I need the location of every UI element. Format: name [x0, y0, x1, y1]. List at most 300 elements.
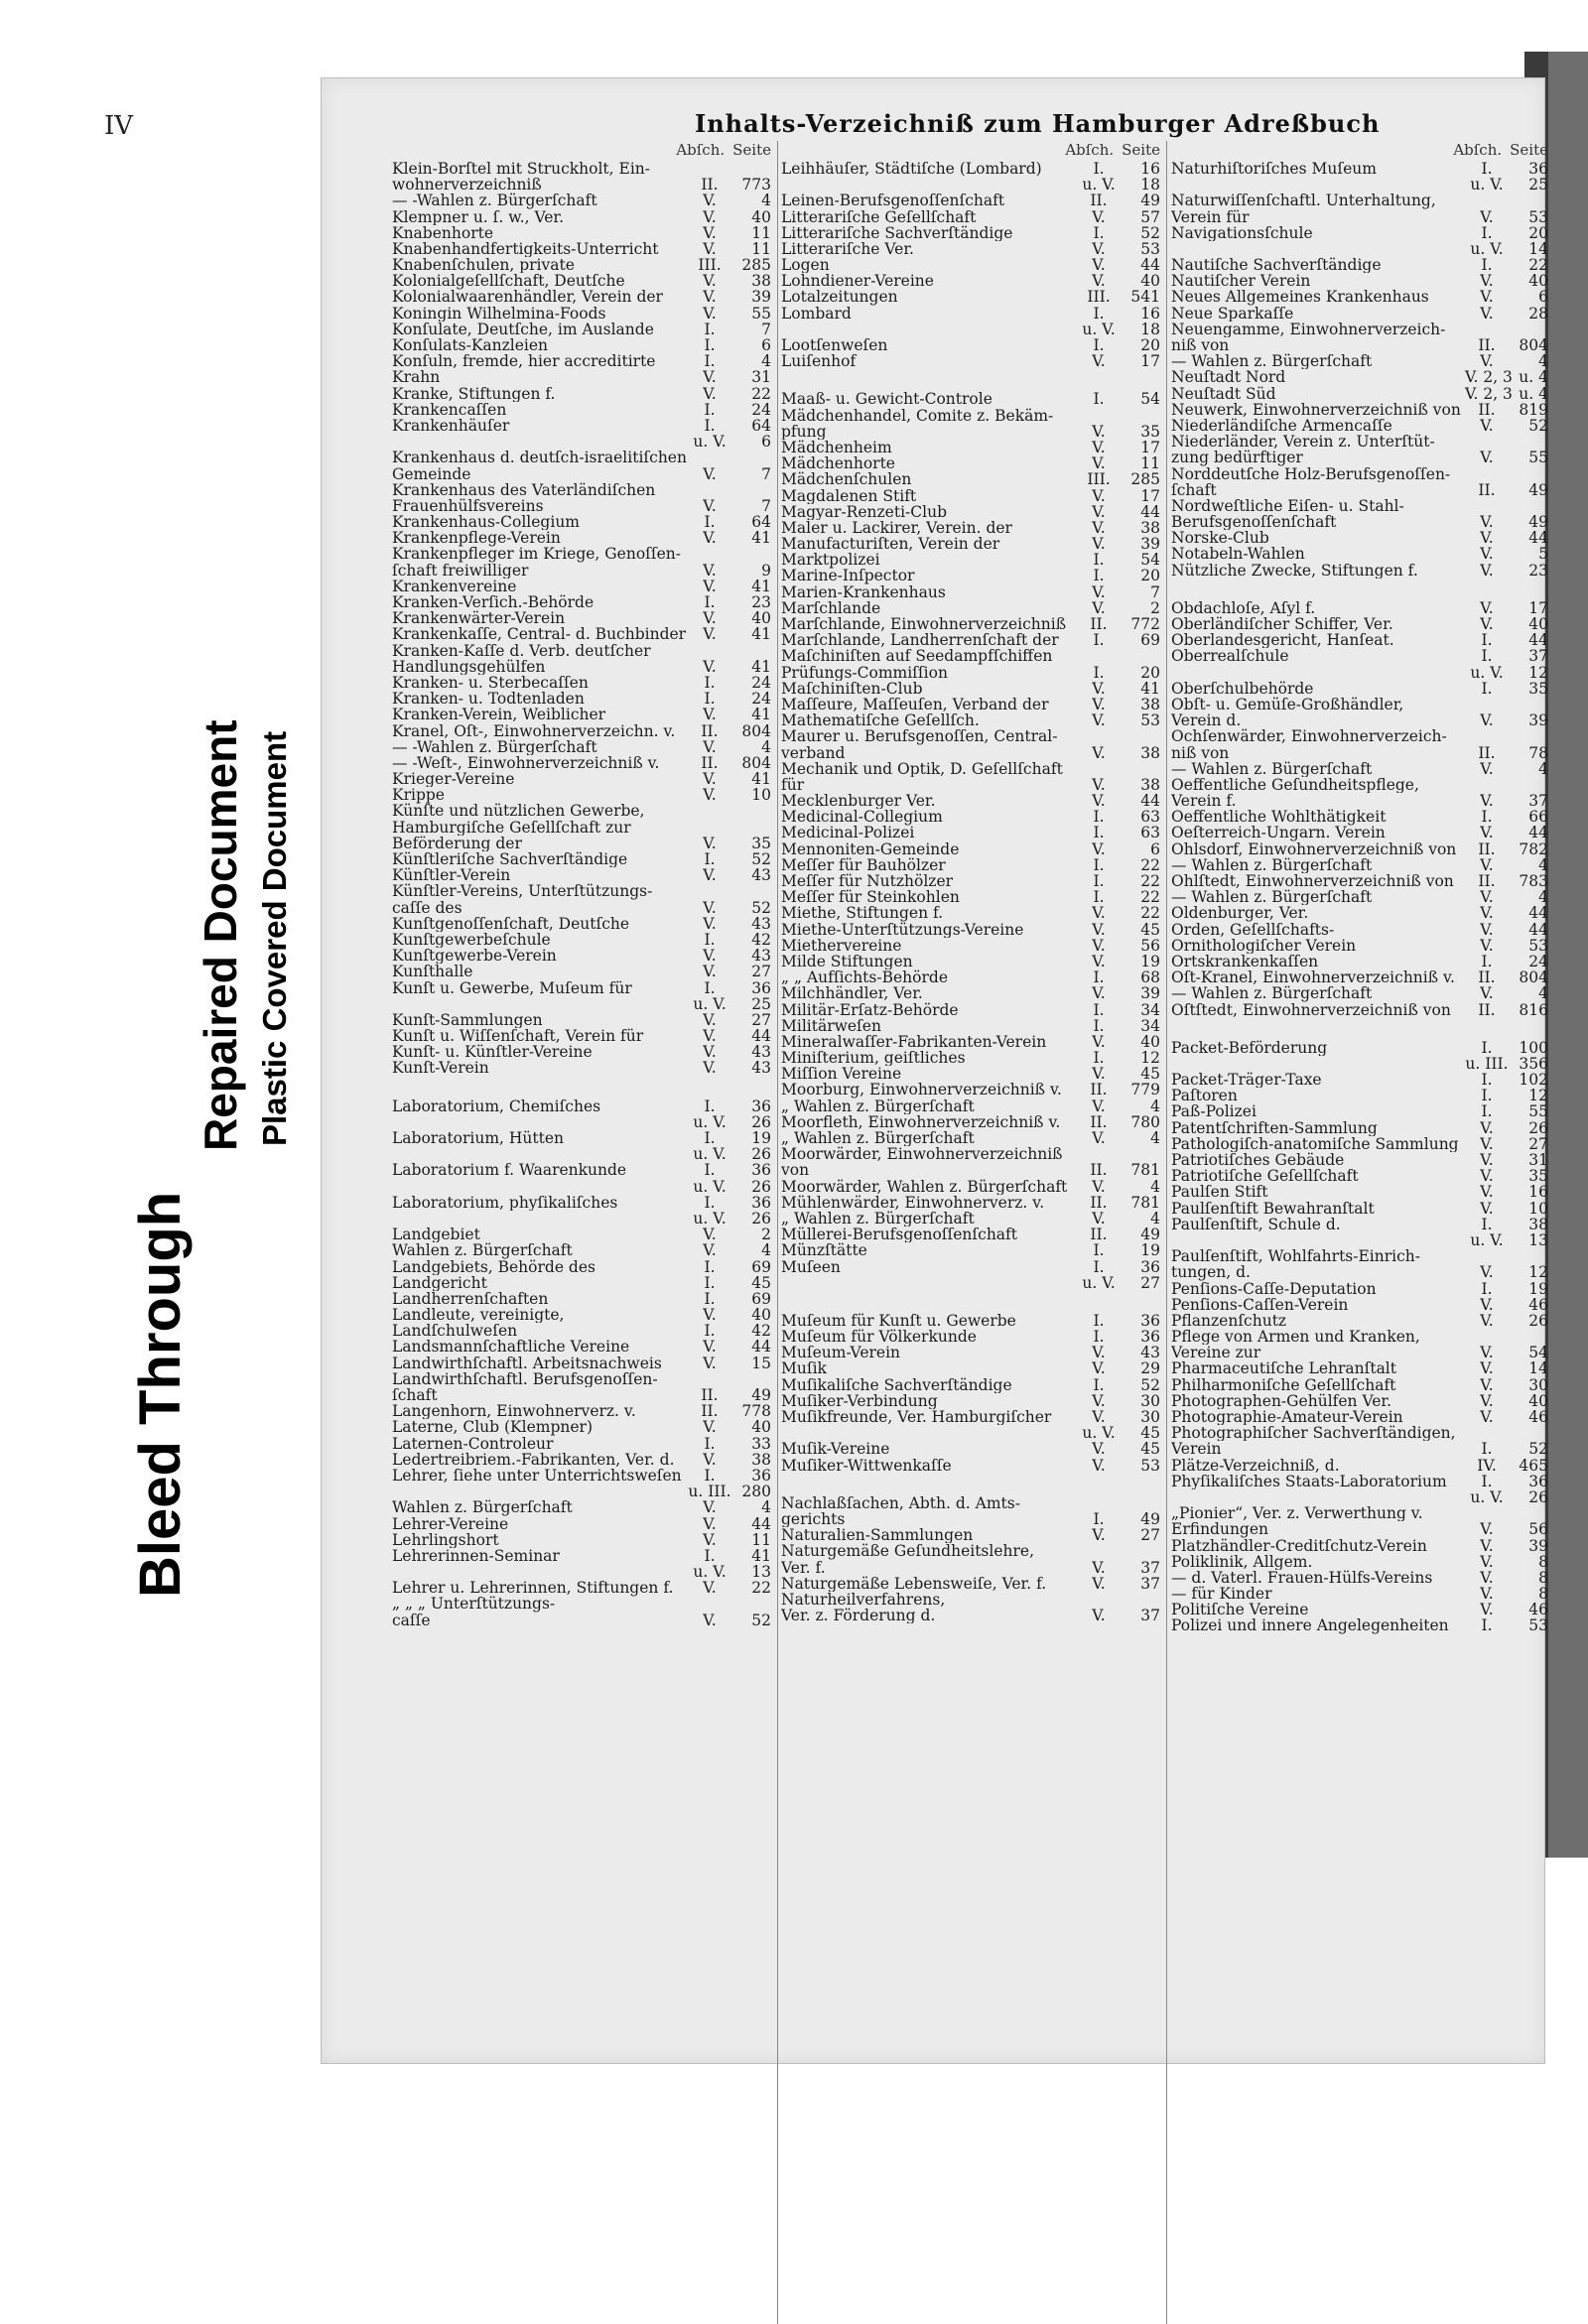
- entry-section: V.: [1092, 1097, 1106, 1115]
- entry-page: 285: [741, 256, 771, 275]
- entry-section: I.: [1481, 1102, 1493, 1121]
- index-entry: [1171, 1104, 1548, 1120]
- entry-page: 16: [1528, 1183, 1548, 1202]
- entry-page: 27: [751, 1010, 771, 1029]
- entry-page: 39: [1528, 711, 1548, 730]
- entry-page: 44: [1528, 631, 1548, 650]
- entry-title: Neues Allgemeines Krankenhaus: [1171, 289, 1429, 306]
- entry-page: 27: [751, 963, 771, 981]
- column-header-page: Seite: [732, 141, 771, 159]
- index-entry: [392, 739, 771, 755]
- index-entry: [392, 1356, 771, 1371]
- entry-page: 17: [1140, 486, 1160, 505]
- entry-page: 41: [751, 577, 771, 595]
- entry-page: 23: [751, 593, 771, 612]
- entry-page: 20: [1528, 223, 1548, 242]
- entry-section: I.: [1093, 336, 1105, 355]
- index-entry: [1171, 938, 1548, 954]
- entry-title: Meſſer für Nutzhölzer: [781, 873, 954, 890]
- entry-section: V.: [1480, 1344, 1494, 1362]
- entry-title: Patriotiſche Geſellſchaft: [1171, 1168, 1359, 1185]
- entry-title: verband: [781, 744, 846, 761]
- entry-section: u. V.: [1082, 1273, 1116, 1292]
- index-entry: [392, 306, 771, 322]
- entry-title: Miethervereine: [781, 937, 902, 954]
- index-entry: [781, 905, 1160, 921]
- entry-title: Miethe-Unterſtützungs-Vereine: [781, 921, 1024, 938]
- index-column-2: [781, 141, 1160, 1623]
- entry-section: V.: [1480, 1183, 1494, 1202]
- entry-section: V.: [1092, 1408, 1106, 1427]
- index-entry: [392, 804, 771, 820]
- entry-page: 27: [1528, 1134, 1548, 1153]
- index-entry: [1171, 873, 1548, 889]
- index-entry: [392, 643, 771, 659]
- entry-title: Neuſtadt Süd: [1171, 385, 1276, 402]
- index-entry: [781, 1050, 1160, 1066]
- entry-section: V.: [703, 464, 717, 483]
- index-entry: [392, 1242, 771, 1258]
- index-entry: [392, 563, 771, 579]
- index-entry: [781, 826, 1160, 841]
- entry-section: III.: [1087, 470, 1111, 489]
- entry-title: Patriotiſches Gebäude: [1171, 1152, 1345, 1169]
- index-entry: [392, 1275, 771, 1291]
- entry-section: II.: [1478, 872, 1496, 891]
- entry-section: V.: [1092, 1574, 1106, 1593]
- index-entry: [392, 402, 771, 418]
- entry-page: 49: [1528, 480, 1548, 499]
- entry-title: Konſulate, Deutſche, im Auslande: [392, 321, 654, 338]
- entry-title: Obdachloſe, Aſyl f.: [1171, 599, 1316, 617]
- entry-title: Landwirthſchaftl. Arbeitsnachweis: [392, 1355, 662, 1371]
- entry-title: Gemeinde: [392, 465, 471, 482]
- entry-title: Kunſtgewerbeſchule: [392, 931, 551, 949]
- entry-page: 44: [1140, 792, 1160, 811]
- index-entry: [781, 322, 1160, 337]
- entry-section: I.: [1093, 1328, 1105, 1347]
- entry-page: 22: [1140, 888, 1160, 907]
- entry-page: 780: [1130, 1112, 1160, 1131]
- entry-title: Milchhändler, Ver.: [781, 985, 923, 1002]
- index-entry: [781, 793, 1160, 809]
- entry-title: für: [781, 776, 805, 794]
- entry-section: u. V.: [693, 1145, 727, 1164]
- entry-section: V.: [703, 1450, 717, 1469]
- entry-page: 63: [1140, 808, 1160, 827]
- index-entry: [1171, 418, 1548, 434]
- index-entry: [392, 707, 771, 722]
- index-entry: [781, 761, 1160, 777]
- index-column-1: [392, 141, 771, 1628]
- entry-page: 10: [1528, 1199, 1548, 1218]
- entry-section: I.: [704, 1289, 716, 1308]
- entry-page: 78: [1528, 743, 1548, 762]
- entry-section: V.: [1480, 855, 1494, 874]
- entry-title: Kunſt-Verein: [392, 1060, 489, 1077]
- entry-title: Konſuln, fremde, hier accreditirte: [392, 353, 656, 370]
- entry-page: 46: [1528, 1295, 1548, 1314]
- entry-page: 781: [1130, 1193, 1160, 1212]
- entry-page: 541: [1130, 288, 1160, 307]
- entry-title: Moorwärder, Einwohnerverzeichniß: [781, 1146, 1063, 1163]
- entry-page: 37: [1140, 1574, 1160, 1593]
- entry-title: „ „ Aufſichts-Behörde: [781, 969, 948, 986]
- entry-page: 40: [1528, 615, 1548, 634]
- index-entry: [781, 616, 1160, 632]
- entry-page: 39: [751, 288, 771, 307]
- entry-page: 16: [1140, 304, 1160, 323]
- entry-section: I.: [1093, 855, 1105, 874]
- entry-title: Muſeum für Völkerkunde: [781, 1329, 977, 1346]
- entry-title: Nachlaßſachen, Abth. d. Amts-: [781, 1494, 1020, 1511]
- entry-section: V.: [1092, 454, 1106, 473]
- entry-title: Moorburg, Einwohnerverzeichniß v.: [781, 1082, 1062, 1098]
- entry-title: Oſt-Kranel, Einwohnerverzeichniß v.: [1171, 969, 1455, 986]
- index-entry: [392, 1146, 771, 1162]
- entry-title: Neuengamme, Einwohnerverzeich-: [1171, 321, 1446, 338]
- entry-page: 57: [1140, 207, 1160, 226]
- entry-page: 20: [1140, 663, 1160, 682]
- entry-page: 41: [751, 770, 771, 789]
- entry-title: Krankenvereine: [392, 578, 517, 595]
- entry-title: Norske-Club: [1171, 530, 1269, 547]
- index-entry: [392, 948, 771, 964]
- entry-title: Verein f.: [1171, 793, 1237, 810]
- index-entry: [392, 1130, 771, 1146]
- index-entry: [392, 290, 771, 306]
- entry-title: Maurer u. Berufsgenoſſen, Central-: [781, 728, 1058, 745]
- entry-section: I.: [1093, 390, 1105, 409]
- entry-page: 40: [1528, 272, 1548, 291]
- entry-section: V.: [1480, 1151, 1494, 1170]
- entry-title: Pharmaceutiſche Lehranſtalt: [1171, 1360, 1396, 1377]
- entry-section: V.: [703, 1418, 717, 1437]
- entry-title: Ohlsdorf, Einwohnerverzeichniß von: [1171, 840, 1457, 857]
- index-entry: [1171, 306, 1548, 322]
- index-entry: [1171, 193, 1548, 208]
- entry-title: Moorfleth, Einwohnerverzeichniß v.: [781, 1113, 1061, 1131]
- entry-section: V.: [703, 368, 717, 387]
- entry-title: Ornithologiſcher Verein: [1171, 937, 1357, 954]
- index-entry: [1171, 290, 1548, 306]
- index-entry: [1171, 793, 1548, 809]
- index-entry: [781, 1083, 1160, 1098]
- entry-title: Verein: [1171, 1441, 1222, 1458]
- entry-section: u. III.: [1465, 1054, 1509, 1073]
- entry-title: Naturgemäße Lebensweiſe, Ver. f.: [781, 1575, 1047, 1592]
- entry-page: 4: [1538, 888, 1548, 907]
- entry-title: zung bedürftiger: [1171, 450, 1303, 466]
- entry-page: 4: [1150, 1129, 1160, 1148]
- entry-title: — -Wahlen z. Bürgerſchaft: [392, 193, 597, 209]
- index-entry: [1171, 1409, 1548, 1425]
- entry-section: V.: [703, 898, 717, 917]
- entry-section: V.: [1480, 1520, 1494, 1539]
- index-entry: [781, 1098, 1160, 1114]
- entry-page: 22: [1140, 855, 1160, 874]
- entry-title: Muſikaliſche Sachverſtändige: [781, 1376, 1012, 1393]
- index-entry: [1171, 1232, 1548, 1248]
- index-entry: [392, 177, 771, 193]
- index-entry: [392, 1307, 771, 1323]
- index-entry: [392, 916, 771, 932]
- entry-title: Verein d.: [1171, 712, 1242, 729]
- entry-section: V.: [703, 1354, 717, 1372]
- entry-section: V.: [703, 737, 717, 756]
- entry-title: Oeffentliche Geſundheitspflege,: [1171, 776, 1419, 794]
- entry-page: 29: [1140, 1359, 1160, 1378]
- index-entry: [781, 1543, 1160, 1559]
- index-entry: [781, 728, 1160, 744]
- entry-title: Erfindungen: [1171, 1521, 1269, 1538]
- entry-title: Poliklinik, Allgem.: [1171, 1553, 1313, 1570]
- entry-title: „ „ „ Unterſtützungs-: [392, 1596, 556, 1613]
- entry-section: I.: [1481, 647, 1493, 666]
- entry-title: Laboratorium f. Waarenkunde: [392, 1162, 627, 1179]
- entry-section: III.: [698, 256, 722, 275]
- entry-section: I.: [1481, 1279, 1493, 1298]
- index-entry: [781, 504, 1160, 520]
- entry-page: 7: [1150, 582, 1160, 601]
- entry-title: caſſe: [392, 1612, 431, 1628]
- entry-section: I.: [1093, 872, 1105, 891]
- entry-title: Kranke, Stiftungen f.: [392, 385, 556, 402]
- index-entry: [392, 980, 771, 996]
- index-entry: [781, 440, 1160, 455]
- index-entry: [392, 820, 771, 836]
- scan-edge-light: [1548, 52, 1588, 1858]
- entry-section: V.: [1480, 1408, 1494, 1427]
- entry-section: V.: [1092, 1440, 1106, 1459]
- index-entry: [1171, 1184, 1548, 1200]
- index-entry: [392, 1028, 771, 1044]
- index-entry: [392, 498, 771, 514]
- index-entry: [1171, 209, 1548, 225]
- index-entry: [1171, 563, 1548, 579]
- entry-section: V.: [1092, 207, 1106, 226]
- entry-title: Logen: [781, 257, 830, 274]
- entry-page: 45: [1140, 1424, 1160, 1443]
- index-entry: [781, 488, 1160, 504]
- entry-section: V.: [1092, 598, 1106, 617]
- index-entry: [781, 1329, 1160, 1345]
- index-entry: [392, 225, 771, 241]
- entry-title: — Wahlen z. Bürgerſchaft: [1171, 760, 1373, 777]
- index-entry: [392, 932, 771, 948]
- entry-page: 64: [751, 416, 771, 435]
- index-entry: [392, 1436, 771, 1452]
- index-entry: [1171, 857, 1548, 873]
- index-entry: [1171, 969, 1548, 985]
- entry-title: Kunſt u. Gewerbe, Muſeum für: [392, 979, 632, 996]
- column-header: [1171, 141, 1548, 161]
- entry-page: 40: [751, 207, 771, 226]
- index-entry: [781, 1576, 1160, 1592]
- entry-section: V.: [1480, 920, 1494, 939]
- entry-title: Plätze-Verzeichniß, d.: [1171, 1457, 1340, 1474]
- entry-section: V.: [1480, 904, 1494, 923]
- entry-section: V.: [1480, 1199, 1494, 1218]
- entry-page: 38: [1140, 518, 1160, 537]
- entry-page: 781: [1130, 1161, 1160, 1180]
- entry-page: 52: [1528, 416, 1548, 435]
- entry-page: 37: [1528, 647, 1548, 666]
- entry-section: V.: [703, 1306, 717, 1325]
- entry-page: 44: [1140, 502, 1160, 521]
- index-entry: [1171, 1313, 1548, 1329]
- entry-page: 6: [761, 433, 771, 452]
- entry-section: V.: [703, 1010, 717, 1029]
- entry-page: 23: [1528, 561, 1548, 580]
- entry-section: III.: [1087, 288, 1111, 307]
- index-entry: [1171, 1264, 1548, 1280]
- entry-section: I.: [1093, 1375, 1105, 1394]
- index-entry: [392, 1259, 771, 1275]
- entry-section: I.: [1093, 223, 1105, 242]
- entry-title: Patentſchriften-Sammlung: [1171, 1119, 1378, 1136]
- entry-title: Ochſenwärder, Einwohnerverzeich-: [1171, 728, 1447, 745]
- index-entry: [781, 1474, 1160, 1495]
- entry-title: „Pionier“, Ver. z. Verwerthung v.: [1171, 1505, 1423, 1522]
- entry-section: V.: [1092, 1391, 1106, 1410]
- index-entry: [781, 471, 1160, 487]
- entry-page: 52: [751, 898, 771, 917]
- index-entry: [1171, 1329, 1548, 1345]
- entry-title: Oberſchulbehörde: [1171, 680, 1314, 697]
- index-entry: [781, 809, 1160, 825]
- entry-section: V.: [1480, 288, 1494, 307]
- index-entry: [781, 1002, 1160, 1018]
- entry-section: V.: [703, 304, 717, 323]
- entry-title: Oberrealſchule: [1171, 648, 1289, 665]
- entry-page: 24: [751, 673, 771, 692]
- entry-title: Neuwerk, Einwohnerverzeichniß von: [1171, 401, 1461, 418]
- entry-page: 43: [751, 914, 771, 933]
- entry-section: u. V.: [1470, 1487, 1504, 1506]
- entry-title: Milde Stiftungen: [781, 953, 913, 970]
- entry-title: Krankenhaus-Collegium: [392, 514, 580, 531]
- entry-page: 15: [751, 1354, 771, 1372]
- column-header-page: Seite: [1122, 141, 1160, 159]
- index-entry: [781, 938, 1160, 954]
- entry-section: II.: [1478, 1000, 1496, 1019]
- index-entry: [1171, 386, 1548, 402]
- entry-page: 6: [1538, 288, 1548, 307]
- entry-title: Hamburgiſche Geſellſchaft zur: [392, 819, 631, 836]
- entry-title: Müllerei-Berufsgenoſſenſchaft: [781, 1227, 1018, 1243]
- entry-section: II.: [701, 753, 719, 772]
- entry-page: 41: [751, 625, 771, 644]
- entry-section: V.: [703, 657, 717, 676]
- index-entry: [1171, 1361, 1548, 1377]
- index-entry: [781, 536, 1160, 552]
- entry-section: I.: [1093, 551, 1105, 570]
- entry-section: I.: [1093, 631, 1105, 650]
- entry-title: Maler u. Lackirer, Verein. der: [781, 519, 1012, 537]
- index-entry: [392, 1179, 771, 1195]
- entry-page: 804: [1519, 968, 1548, 987]
- entry-title: Krippe: [392, 787, 445, 804]
- entry-page: 31: [751, 368, 771, 387]
- entry-section: I.: [1481, 1472, 1493, 1490]
- index-entry: [781, 1275, 1160, 1291]
- index-entry: [781, 241, 1160, 257]
- entry-page: 24: [1528, 952, 1548, 970]
- index-entry: [781, 273, 1160, 289]
- entry-section: u. V.: [1470, 176, 1504, 194]
- entry-title: Langenhorn, Einwohnerverz. v.: [392, 1403, 636, 1420]
- entry-title: Künſte und nützlichen Gewerbe,: [392, 803, 645, 820]
- entry-section: I.: [704, 1129, 716, 1148]
- index-entry: [1171, 579, 1548, 600]
- plastic-covered-label: Plastic Covered Document: [256, 730, 293, 1146]
- entry-section: IV.: [1477, 1456, 1497, 1475]
- entry-title: Leinen-Berufsgenoſſenſchaft: [781, 193, 1005, 209]
- entry-title: Mechanik und Optik, D. Geſellſchaft: [781, 760, 1063, 777]
- entry-section: V.: [1092, 711, 1106, 730]
- entry-title: Pathologiſch-anatomiſche Sammlung: [1171, 1135, 1459, 1153]
- entry-page: 20: [1140, 336, 1160, 355]
- index-entry: [1171, 353, 1548, 369]
- entry-page: 772: [1130, 615, 1160, 634]
- entry-title: Notabeln-Wahlen: [1171, 546, 1305, 563]
- entry-page: 26: [1528, 1118, 1548, 1137]
- entry-page: 38: [1140, 743, 1160, 762]
- entry-title: Philharmoniſche Geſellſchaft: [1171, 1376, 1396, 1393]
- entry-page: 31: [1528, 1151, 1548, 1170]
- index-entry: [781, 1291, 1160, 1313]
- index-entry: [1171, 681, 1548, 697]
- entry-section: V.: [703, 834, 717, 852]
- entry-section: V.: [1480, 792, 1494, 811]
- entry-title: Ohlſtedt, Einwohnerverzeichniß von: [1171, 873, 1454, 890]
- index-entry: [781, 712, 1160, 728]
- entry-title: Lehrer-Vereine: [392, 1515, 509, 1532]
- entry-title: Neuſtadt Nord: [1171, 369, 1286, 386]
- index-entry: [392, 1548, 771, 1564]
- index-entry: [392, 1195, 771, 1211]
- index-entry: [1171, 225, 1548, 241]
- entry-section: u. V.: [693, 1209, 727, 1227]
- entry-section: V.: [1480, 1295, 1494, 1314]
- entry-page: 49: [1140, 1226, 1160, 1244]
- index-entry: [1171, 1248, 1548, 1264]
- entry-page: 6: [761, 336, 771, 355]
- entry-section: I.: [1093, 1311, 1105, 1330]
- column-header: [781, 141, 1160, 161]
- entry-section: II.: [1090, 1193, 1108, 1212]
- index-entry: [392, 1371, 771, 1387]
- index-entry: [781, 369, 1160, 391]
- entry-section: V.: [1092, 984, 1106, 1003]
- entry-page: 43: [1140, 1344, 1160, 1362]
- entry-title: Manufacturiſten, Verein der: [781, 536, 1000, 553]
- entry-section: I.: [1481, 808, 1493, 827]
- entry-title: ſchaft: [392, 1387, 438, 1404]
- entry-page: 30: [1140, 1391, 1160, 1410]
- index-entry: [781, 889, 1160, 905]
- index-entry: [1171, 648, 1548, 664]
- entry-list: [392, 161, 771, 1628]
- entry-page: 54: [1528, 1344, 1548, 1362]
- entry-section: II.: [1478, 336, 1496, 355]
- entry-title: Berufsgenoſſenſchaft: [1171, 514, 1337, 531]
- index-entry: [392, 1419, 771, 1435]
- index-column-3: [1171, 141, 1548, 1634]
- column-header-section: Abſch.: [676, 141, 726, 159]
- entry-title: Marktpolizei: [781, 552, 880, 569]
